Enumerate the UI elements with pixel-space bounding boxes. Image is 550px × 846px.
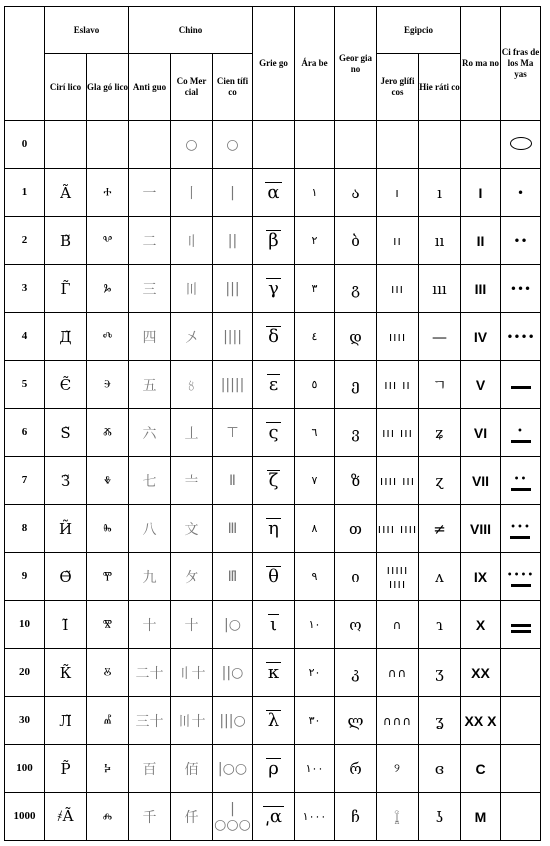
cell-jer: ıı: [377, 217, 419, 265]
cell-ant: 二十: [129, 649, 171, 697]
greek-numeral: η: [268, 518, 279, 539]
cell-ara: ٧: [295, 457, 335, 505]
numeral-rows: [5, 121, 541, 841]
cell-cie: ○: [213, 121, 253, 169]
subheader-chino-comercial: Co Mer cial: [171, 54, 213, 121]
cell-rom: XX: [461, 649, 501, 697]
cell-ant: 二: [129, 217, 171, 265]
cell-jer: ııı ıı: [377, 361, 419, 409]
cell-ara: ٩: [295, 553, 335, 601]
cell-cir: Д̃: [45, 313, 87, 361]
cell-hie: ɞ: [419, 745, 461, 793]
cell-ant: 一: [129, 169, 171, 217]
cell-cie: Ⅱ: [213, 457, 253, 505]
cell-com: 〣: [171, 265, 213, 313]
cell-ara: ١٠٠٠: [295, 793, 335, 841]
cell-gla: ⰳ: [87, 265, 129, 313]
table-row: [5, 313, 541, 361]
cell-cir: А̃: [45, 169, 87, 217]
row-number: 10: [5, 601, 45, 649]
cell-com: 仟: [171, 793, 213, 841]
cell-com: ○: [171, 121, 213, 169]
cell-ant: 四: [129, 313, 171, 361]
cell-rom: C: [461, 745, 501, 793]
cell-jer: ııı ııı: [377, 409, 419, 457]
cell-rom: IV: [461, 313, 501, 361]
cell-geo: დ: [335, 313, 377, 361]
cell-com: 佰: [171, 745, 213, 793]
cell-com: 文: [171, 505, 213, 553]
maya-bar-glyph: ••••: [507, 571, 535, 587]
cell-com: 丄: [171, 409, 213, 457]
cell-jer: ı: [377, 169, 419, 217]
table-row: [5, 265, 541, 313]
row-number: 20: [5, 649, 45, 697]
header-romano: Ro ma no: [461, 7, 501, 121]
cell-geo: ბ: [335, 217, 377, 265]
cell-ant: 十: [129, 601, 171, 649]
cell-geo: ა: [335, 169, 377, 217]
cell-rom: II: [461, 217, 501, 265]
cell-ara: ١: [295, 169, 335, 217]
cell-cir: Є̃: [45, 361, 87, 409]
cell-jer: ıııı ııı: [377, 457, 419, 505]
subheader-glagolitico: Gla gó lico: [87, 54, 129, 121]
cell-ant: 六: [129, 409, 171, 457]
cell-gre: [253, 169, 295, 217]
cell-com: 〢十: [171, 649, 213, 697]
row-number: 3: [5, 265, 45, 313]
cell-ant: 九: [129, 553, 171, 601]
subheader-jeroglificos: Jero glífi cos: [377, 54, 419, 121]
cell-rom: V: [461, 361, 501, 409]
cell-geo: ჩ: [335, 793, 377, 841]
cell-gla: ⰽ: [87, 745, 129, 793]
cell-gla: ⰹ: [87, 553, 129, 601]
cell-ant: 八: [129, 505, 171, 553]
cell-hie: —: [419, 313, 461, 361]
cell-gre: [253, 409, 295, 457]
cell-gla: ⰶ: [87, 409, 129, 457]
header-maya: Ci fras de los Ma yas: [501, 7, 541, 121]
cell-cir: ҂А̃: [45, 793, 87, 841]
cell-jer: ୨: [377, 745, 419, 793]
subheader-chino-cientifico: Cien tífi co: [213, 54, 253, 121]
row-number: 6: [5, 409, 45, 457]
row-number: 0: [5, 121, 45, 169]
maya-shell-icon: [510, 137, 532, 150]
table-row: [5, 457, 541, 505]
cell-ara: ٦: [295, 409, 335, 457]
cell-gla: ⰻ: [87, 649, 129, 697]
cell-ant: 五: [129, 361, 171, 409]
cell-cie: |||○: [213, 697, 253, 745]
numeral-table-container: [4, 6, 541, 841]
cell-hie: ɀ: [419, 457, 461, 505]
cell-gre: [253, 361, 295, 409]
cell-com: 〩: [171, 553, 213, 601]
cell-ant: 三十: [129, 697, 171, 745]
cell-maya: ••: [501, 217, 541, 265]
table-row: [5, 169, 541, 217]
row-number: 100: [5, 745, 45, 793]
cell-hie: ≠: [419, 505, 461, 553]
cell-com: 〢: [171, 217, 213, 265]
cell-maya: [501, 697, 541, 745]
row-number: 9: [5, 553, 45, 601]
cell-geo: [335, 121, 377, 169]
table-row: [5, 553, 541, 601]
cell-gla: ⰵ: [87, 361, 129, 409]
cell-cir: Г̃: [45, 265, 87, 313]
cell-geo: ზ: [335, 457, 377, 505]
cell-rom: I: [461, 169, 501, 217]
cell-gla: ⰺ: [87, 601, 129, 649]
row-number: 2: [5, 217, 45, 265]
cell-hie: ɿ: [419, 601, 461, 649]
header-georgiano: Geor gia no: [335, 7, 377, 121]
cell-jer: ııııı ıııı: [377, 553, 419, 601]
table-row: [5, 697, 541, 745]
greek-numeral: δ: [268, 326, 279, 347]
greek-numeral: β: [268, 230, 279, 251]
cell-ara: ٥: [295, 361, 335, 409]
maya-bar-glyph: ••: [511, 475, 531, 491]
row-number: 30: [5, 697, 45, 745]
cell-hie: ııı: [419, 265, 461, 313]
cell-maya: ••••: [501, 313, 541, 361]
cell-maya: [501, 121, 541, 169]
maya-bar-glyph: [511, 624, 531, 633]
cell-gla: ⰲ: [87, 217, 129, 265]
cell-gre: [253, 553, 295, 601]
subheader-cirilico: Cirí lico: [45, 54, 87, 121]
cell-cir: Ѕ̃: [45, 409, 87, 457]
cell-ara: ٢٠: [295, 649, 335, 697]
header-egipcio: Egipcio: [377, 7, 461, 54]
cell-cir: К̃: [45, 649, 87, 697]
table-row: [5, 361, 541, 409]
cell-com: 〧: [171, 457, 213, 505]
cell-hie: ıı: [419, 217, 461, 265]
greek-numeral: ζ: [268, 470, 279, 491]
cell-gre: [253, 649, 295, 697]
maya-bar-glyph: [511, 386, 531, 389]
cell-geo: გ: [335, 265, 377, 313]
cell-ara: ٨: [295, 505, 335, 553]
cell-cie: |○○: [213, 745, 253, 793]
cell-geo: რ: [335, 745, 377, 793]
table-row: [5, 745, 541, 793]
cell-cir: З̃: [45, 457, 87, 505]
cell-cir: Л̃: [45, 697, 87, 745]
cell-hie: ʖ: [419, 793, 461, 841]
cell-cie: |||||: [213, 361, 253, 409]
corner-cell: [5, 7, 45, 121]
cell-hie: ʓ: [419, 697, 461, 745]
cell-maya: [501, 601, 541, 649]
cell-gre: [253, 793, 295, 841]
cell-cie: ⊤: [213, 409, 253, 457]
cell-jer: ∩∩: [377, 649, 419, 697]
cell-cir: В̃: [45, 217, 87, 265]
greek-numeral: ς: [268, 422, 279, 443]
cell-jer: ∩: [377, 601, 419, 649]
table-row: [5, 793, 541, 841]
table-row: [5, 121, 541, 169]
cell-geo: კ: [335, 649, 377, 697]
greek-numeral: λ: [267, 710, 280, 731]
cell-com: 〣十: [171, 697, 213, 745]
cell-cie: ||: [213, 217, 253, 265]
cell-maya: [501, 457, 541, 505]
maya-bar-glyph: •: [511, 427, 531, 443]
cell-jer: ıııı: [377, 313, 419, 361]
cell-rom: VII: [461, 457, 501, 505]
cell-gla: ⰷ: [87, 457, 129, 505]
cell-com: 〥: [171, 361, 213, 409]
cell-ara: [295, 121, 335, 169]
greek-numeral: θ: [268, 566, 279, 587]
row-number: 5: [5, 361, 45, 409]
cell-ara: ٣٠: [295, 697, 335, 745]
cell-gre: [253, 505, 295, 553]
header-arabe: Ára be: [295, 7, 335, 121]
cell-gla: [87, 121, 129, 169]
cell-geo: ვ: [335, 409, 377, 457]
cell-com: 十: [171, 601, 213, 649]
cell-hie: ı: [419, 169, 461, 217]
cell-cie: |○○○: [213, 793, 253, 841]
cell-geo: ო: [335, 601, 377, 649]
cell-cie: |||: [213, 265, 253, 313]
header-griego: Grie go: [253, 7, 295, 121]
cell-gre: [253, 121, 295, 169]
cell-hie: ʒ: [419, 649, 461, 697]
cell-jer: ıııı ıııı: [377, 505, 419, 553]
row-number: 8: [5, 505, 45, 553]
table-row: [5, 409, 541, 457]
subheader-hieratico: Hie ráti co: [419, 54, 461, 121]
cell-ant: 百: [129, 745, 171, 793]
cell-jer: 𓆼: [377, 793, 419, 841]
greek-numeral: ρ: [268, 758, 279, 779]
table-row: [5, 649, 541, 697]
cell-hie: [419, 121, 461, 169]
cell-cie: Ⅲ: [213, 505, 253, 553]
maya-bar-glyph: •••: [510, 523, 531, 539]
cell-maya: [501, 745, 541, 793]
cell-maya: •••: [501, 265, 541, 313]
cell-gla: ⰰ: [87, 169, 129, 217]
cell-cie: ||||: [213, 313, 253, 361]
cell-cie: ||○: [213, 649, 253, 697]
cell-hie: ʌ: [419, 553, 461, 601]
cell-com: 〤: [171, 313, 213, 361]
cell-ara: ١٠٠: [295, 745, 335, 793]
greek-numeral: ι: [269, 614, 278, 635]
cell-jer: ııı: [377, 265, 419, 313]
cell-rom: X: [461, 601, 501, 649]
cell-jer: ∩∩∩: [377, 697, 419, 745]
greek-numeral: κ: [267, 662, 280, 683]
cell-hie: ㄱ: [419, 361, 461, 409]
row-number: 7: [5, 457, 45, 505]
cell-geo: ე: [335, 361, 377, 409]
cell-gla: ⰼ: [87, 697, 129, 745]
cell-cir: Ӏ̃: [45, 601, 87, 649]
greek-numeral: ε: [268, 374, 279, 395]
table-row: [5, 217, 541, 265]
cell-gla: ⰴ: [87, 313, 129, 361]
cell-com: 丨: [171, 169, 213, 217]
cell-geo: ი: [335, 553, 377, 601]
greek-numeral: γ: [268, 278, 279, 299]
cell-cir: Ѳ̃: [45, 553, 87, 601]
cell-maya: [501, 409, 541, 457]
cell-geo: თ: [335, 505, 377, 553]
cell-maya: •: [501, 169, 541, 217]
cell-gre: [253, 265, 295, 313]
header-chino: Chino: [129, 7, 253, 54]
cell-cie: Ⅲ̄: [213, 553, 253, 601]
cell-gre: [253, 601, 295, 649]
cell-ant: 千: [129, 793, 171, 841]
cell-ara: ١٠: [295, 601, 335, 649]
cell-rom: VIII: [461, 505, 501, 553]
cell-maya: [501, 649, 541, 697]
cell-rom: M: [461, 793, 501, 841]
cell-geo: ლ: [335, 697, 377, 745]
cell-ara: ٣: [295, 265, 335, 313]
cell-maya: [501, 505, 541, 553]
cell-gre: [253, 313, 295, 361]
cell-ant: 三: [129, 265, 171, 313]
cell-maya: [501, 553, 541, 601]
cell-gre: [253, 457, 295, 505]
cell-maya: [501, 793, 541, 841]
cell-maya: [501, 361, 541, 409]
greek-numeral: ͵α: [264, 806, 283, 827]
greek-numeral: α: [267, 182, 280, 203]
cell-gre: [253, 745, 295, 793]
cell-rom: III: [461, 265, 501, 313]
cell-gla: ⰸ: [87, 505, 129, 553]
cell-cir: И̃: [45, 505, 87, 553]
cell-rom: [461, 121, 501, 169]
cell-hie: ʑ: [419, 409, 461, 457]
cell-jer: [377, 121, 419, 169]
header-eslavo: Eslavo: [45, 7, 129, 54]
cell-gre: [253, 217, 295, 265]
cell-gla: ⰾ: [87, 793, 129, 841]
cell-rom: VI: [461, 409, 501, 457]
cell-rom: XX X: [461, 697, 501, 745]
cell-ara: ٢: [295, 217, 335, 265]
cell-cir: [45, 121, 87, 169]
cell-ant: [129, 121, 171, 169]
numeral-systems-table: [4, 6, 541, 841]
cell-gre: [253, 697, 295, 745]
cell-ara: ٤: [295, 313, 335, 361]
cell-rom: IX: [461, 553, 501, 601]
cell-cir: Р̃: [45, 745, 87, 793]
row-number: 1000: [5, 793, 45, 841]
cell-ant: 七: [129, 457, 171, 505]
cell-cie: |○: [213, 601, 253, 649]
row-number: 1: [5, 169, 45, 217]
table-row: [5, 505, 541, 553]
cell-cie: |: [213, 169, 253, 217]
table-row: [5, 601, 541, 649]
subheader-chino-antiguo: Anti guo: [129, 54, 171, 121]
row-number: 4: [5, 313, 45, 361]
